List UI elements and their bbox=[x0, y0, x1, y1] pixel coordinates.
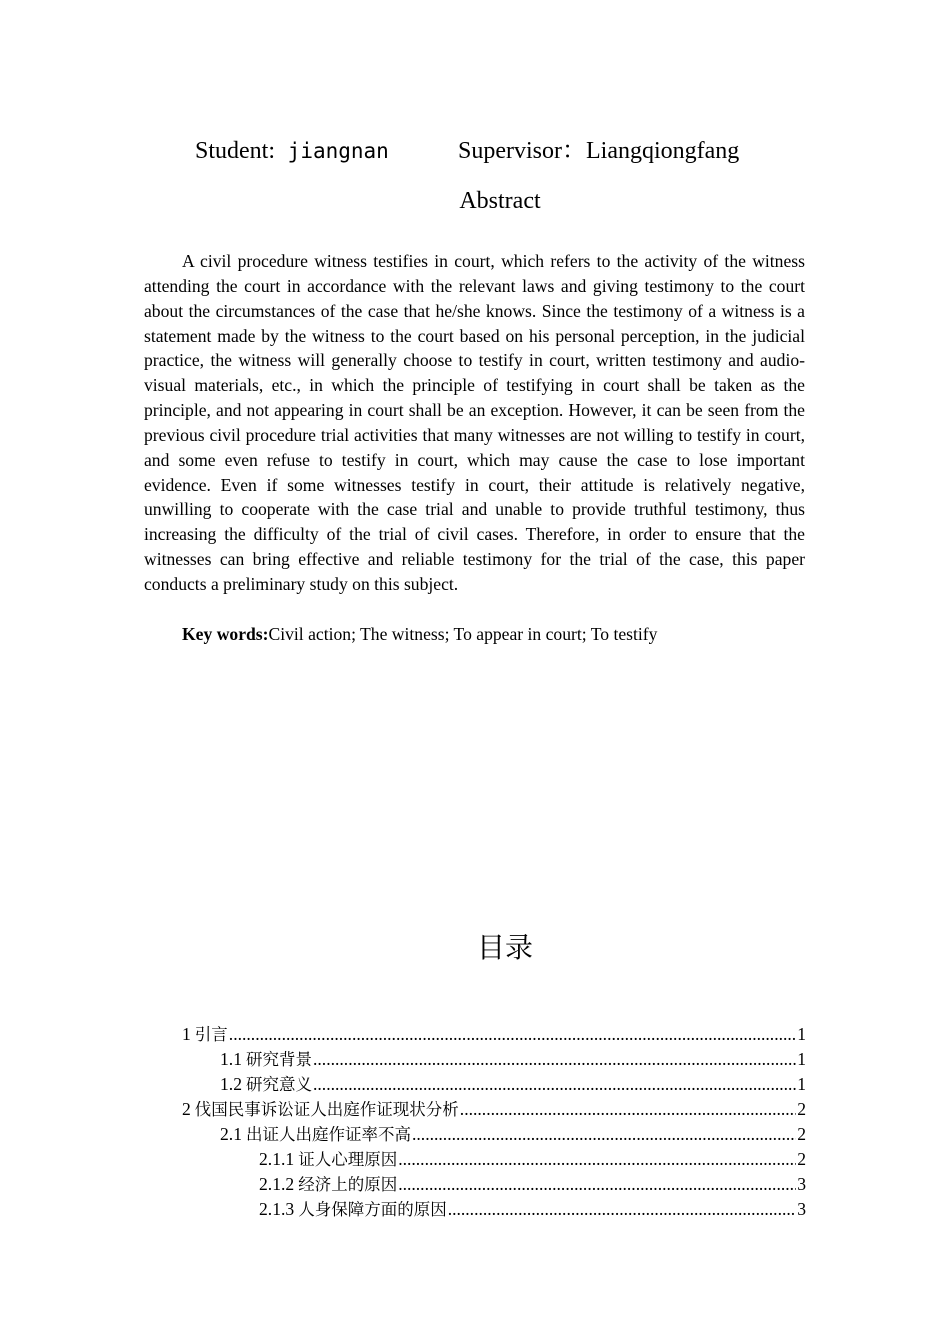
keywords-label: Key words: bbox=[182, 624, 269, 644]
toc-title: 目录 bbox=[476, 931, 533, 964]
toc-entry-number: 2.1.3 bbox=[259, 1199, 295, 1219]
toc-entry-text: 经济上的原因 bbox=[298, 1175, 398, 1194]
toc-entry-number: 1.1 bbox=[220, 1049, 242, 1069]
toc-dot-leader bbox=[448, 1197, 797, 1222]
keywords-text: Civil action; The witness; To appear in court; To testify bbox=[268, 624, 658, 644]
toc-entry-number: 2 bbox=[182, 1099, 191, 1119]
toc-entry[interactable] bbox=[220, 1122, 806, 1147]
toc-dot-leader bbox=[313, 1072, 796, 1097]
toc-entry[interactable] bbox=[259, 1197, 806, 1222]
toc-dot-leader bbox=[398, 1147, 796, 1172]
toc-entry[interactable] bbox=[182, 1022, 806, 1047]
author-byline bbox=[195, 136, 740, 166]
toc-entry-text: 证人心理原因 bbox=[298, 1150, 398, 1169]
toc-entry-number: 1.2 bbox=[220, 1074, 242, 1094]
student-name: jiangnan bbox=[287, 139, 389, 163]
toc-entry-page: 2 bbox=[797, 1124, 806, 1144]
toc-entry-page: 3 bbox=[797, 1199, 806, 1219]
supervisor-label: Supervisor： bbox=[458, 138, 586, 164]
toc-entry[interactable] bbox=[259, 1147, 806, 1172]
toc-entry-text: 出证人出庭作证率不高 bbox=[246, 1125, 411, 1144]
toc-entry-text: 伐国民事诉讼证人出庭作证现状分析 bbox=[194, 1100, 459, 1119]
toc-entry-number: 1 bbox=[182, 1024, 191, 1044]
toc-entry-page: 2 bbox=[797, 1149, 806, 1169]
toc-dot-leader bbox=[229, 1022, 796, 1047]
supervisor-name: Liangqiongfang bbox=[586, 138, 740, 164]
toc-entry[interactable] bbox=[220, 1047, 806, 1072]
toc-entry-number: 2.1.1 bbox=[259, 1149, 295, 1169]
toc-entry-page: 3 bbox=[797, 1174, 806, 1194]
toc-entry-text: 人身保障方面的原因 bbox=[298, 1200, 447, 1219]
keywords-line bbox=[182, 622, 657, 647]
abstract-body: A civil procedure witness testifies in court, which refers to the activity of the witness attending the court in accordance with the relevant laws and giving testimony to the court about the circumstances of the case that he/she knows. Since the testimony of a witness is a statement made by the witness to the court based on his personal perception, in the judicial practice, the witness will generally choose to testify in court, written testimony and audio-visual materials, etc., in which the principle of testifying in court shall be taken as the principle, and not appearing in court shall be an exception. However, it can be seen from the previous civil procedure trial activities that many witnesses are not willing to testify in court, and some even refuse to testify in court, which may cause the case to lose important evidence. Even if some witnesses testify in court, their attitude is relatively negative, unwilling to cooperate with the case trial and unable to provide truthful testimony, thus increasing the difficulty of the trial of civil cases. Therefore, in order to ensure that the witnesses can bring effective and reliable testimony for the trial of the case, this paper conducts a preliminary study on this subject. bbox=[144, 251, 805, 594]
toc-entry-text: 研究背景 bbox=[246, 1050, 312, 1069]
toc-entry-page: 1 bbox=[797, 1024, 806, 1044]
toc-dot-leader bbox=[398, 1172, 796, 1197]
toc-dot-leader bbox=[313, 1047, 796, 1072]
toc-entry-number: 2.1.2 bbox=[259, 1174, 295, 1194]
toc-entry-text: 研究意义 bbox=[246, 1075, 312, 1094]
toc-dot-leader bbox=[412, 1122, 796, 1147]
toc-entry[interactable] bbox=[259, 1172, 806, 1197]
toc-entry-text: 引言 bbox=[194, 1025, 228, 1044]
toc-entry-page: 2 bbox=[797, 1099, 806, 1119]
student-label: Student: bbox=[195, 138, 276, 164]
toc-entry-number: 2.1 bbox=[220, 1124, 242, 1144]
toc-entry-page: 1 bbox=[797, 1049, 806, 1069]
toc-dot-leader bbox=[460, 1097, 796, 1122]
toc-entry-page: 1 bbox=[797, 1074, 806, 1094]
supervisor-info bbox=[458, 136, 739, 166]
toc-entry[interactable] bbox=[182, 1097, 806, 1122]
toc-entry[interactable] bbox=[220, 1072, 806, 1097]
abstract-heading: Abstract bbox=[459, 188, 541, 214]
